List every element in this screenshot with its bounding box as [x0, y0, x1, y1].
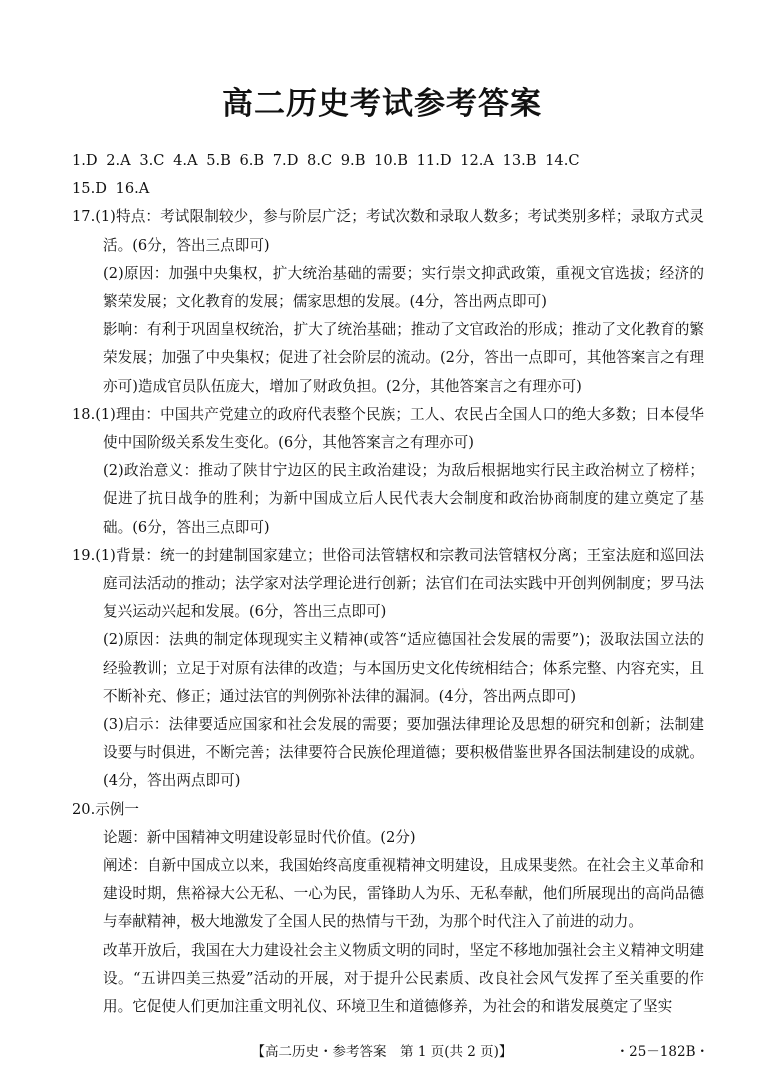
footer-code: ・25－182B・: [615, 1044, 709, 1060]
mc-answers-line-1: 1.D 2.A 3.C 4.A 5.B 6.B 7.D 8.C 9.B 10.B 11.D 12.A 13.B 14.C: [72, 152, 580, 169]
q20-heading: 20.示例一: [72, 800, 139, 818]
q19-part2: (2)原因：法典的制定体现现实主义精神(或答“适应德国社会发展的需要”)；汲取法国立法的经验教训；立足于对原有法律的改造；与本国历史文化传统相结合；体系完整、内容充实，且不断补充、修正；通过法官的判例弥补法律的漏洞。(4分，答出两点即可): [103, 631, 704, 705]
q17-part1: 17.(1)特点：考试限制较少，参与阶层广泛；考试次数和录取人数多；考试类别多样；录取方式灵活。(6分，答出三点即可): [72, 208, 704, 254]
q19-part3: (3)启示：法律要适应国家和社会发展的需要；要加强法律理论及思想的研究和创新；法制建设要与时俱进，不断完善；法律要符合民族伦理道德；要积极借鉴世界各国法制建设的成就。(4分，答出两点即可): [103, 716, 704, 790]
q17-impact: 影响：有利于巩固皇权统治，扩大了统治基础；推动了文官政治的形成；推动了文化教育的繁荣发展；加强了中央集权；促进了社会阶层的流动。(2分，答出一点即可，其他答案言之有理亦可)造成官员队伍庞大，增加了财政负担。(2分，其他答案言之有理亦可): [103, 321, 704, 395]
q18-part1: 18.(1)理由：中国共产党建立的政府代表整个民族；工人、农民占全国人口的绝大多数；日本侵华使中国阶级关系发生变化。(6分，其他答案言之有理亦可): [72, 405, 704, 452]
q19-part1: 19.(1)背景：统一的封建制国家建立；世俗司法管辖权和宗教司法管辖权分离；王室法庭和巡回法庭司法活动的推动；法学家对法学理论进行创新；法官们在司法实践中开创判例制度；罗马法复兴运动兴起和发展。(6分，答出三点即可): [72, 546, 704, 621]
answer-content: [72, 147, 704, 1021]
page-title: 高二历史考试参考答案: [222, 86, 542, 122]
q20-reform-period: 改革开放后，我国在大力建设社会主义物质文明的同时，坚定不移地加强社会主义精神文明建设。“五讲四美三热爱”活动的开展，对于提升公民素质、改良社会风气发挥了至关重要的作用。它促使人们更加注重文明礼仪、环境卫生和道德修养，为社会的和谐发展奠定了坚实: [103, 941, 704, 1016]
q20-thesis: 论题：新中国精神文明建设彰显时代价值。(2分): [103, 828, 416, 846]
q17-part2: (2)原因：加强中央集权，扩大统治基础的需要；实行崇文抑武政策，重视文官选拔；经济的繁荣发展；文化教育的发展；儒家思想的发展。(4分，答出两点即可): [103, 264, 704, 311]
q18-part2: (2)政治意义：推动了陕甘宁边区的民主政治建设；为敌后根据地实行民主政治树立了榜样；促进了抗日战争的胜利；为新中国成立后人民代表大会制度和政治协商制度的建立奠定了基础。(6分，答出三点即可): [103, 462, 704, 536]
footer-page-info: 【高二历史・参考答案 第 1 页(共 2 页)】: [251, 1044, 513, 1060]
q20-elaboration: 阐述：自新中国成立以来，我国始终高度重视精神文明建设，且成果斐然。在社会主义革命和建设时期，焦裕禄大公无私、一心为民，雷锋助人为乐、无私奉献，他们所展现出的高尚品德与奉献精神，极大地激发了全国人民的热情与干劲，为那个时代注入了前进的动力。: [103, 857, 704, 931]
mc-answers-line-2: 15.D 16.A: [72, 180, 150, 198]
